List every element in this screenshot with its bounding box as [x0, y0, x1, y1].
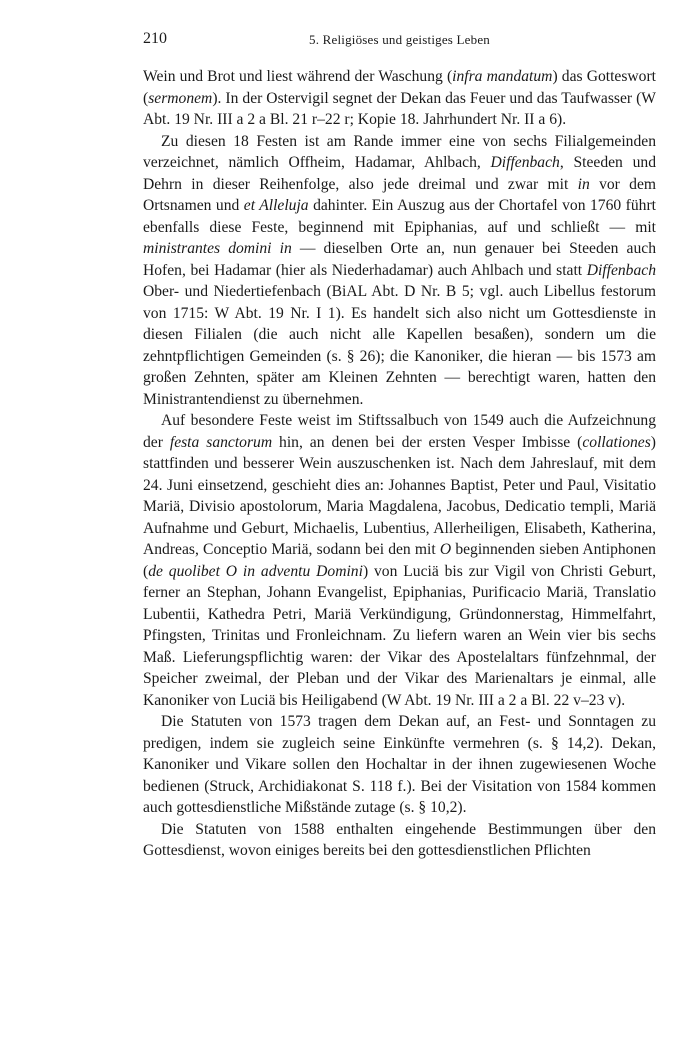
running-head: 5. Religiöses und geistiges Leben [309, 32, 490, 47]
paragraph: Die Statuten von 1588 enthalten eingehende Bestimmungen über den Gottesdienst, wovon einiges bereits bei den gottesdienstlichen Pflichten [143, 820, 656, 859]
paragraph: Auf besondere Feste weist im Stiftssalbuch von 1549 auch die Aufzeichnung der festa sanctorum hin, an denen bei der ersten Vesper Imbisse (collationes) stattfinden und besserer Wein auszuschenken ist. Nach dem Jahreslauf, mit dem 24. Juni einsetzend, geschieht dies an: Johannes Baptist, Peter und Paul, Visitatio Mariä, Divisio apostolorum, Maria Magdalena, Jacobus, Dedicatio templi, Mariä Aufnahme und Geburt, Michaelis, Lubentius, Allerheiligen, Elisabeth, Katherina, Andreas, Conceptio Mariä, sodann bei den mit O beginnenden sieben Antiphonen (de quolibet O in adventu Domini) von Luciä bis zur Vigil von Christi Geburt, ferner an Stephan, Johann Evangelist, Epiphanias, Purificacio Mariä, Translatio Lubentii, Kathedra Petri, Mariä Verkündigung, Gründonnerstag, Himmelfahrt, Pfingsten, Trinitas und Fronleichnam. Zu liefern waren an Wein vier bis sechs Maß. Lieferungspflichtig waren: der Vikar des Apostelaltars fünfzehnmal, der Speicher zweimal, der Pleban und der Vikar des Marienaltars je einmal, alle Kanoniker von Luciä bis Heiligabend (W Abt. 19 Nr. III a 2 a Bl. 22 v–23 v). [143, 412, 656, 709]
page-header [143, 30, 656, 52]
paragraph: Zu diesen 18 Festen ist am Rande immer eine von sechs Filialgemeinden verzeichnet, nämlich Offheim, Hadamar, Ahlbach, Diffenbach, Steeden und Dehrn in dieser Reihenfolge, also jede dreimal und zwar mit in vor dem Ortsnamen und et Alleluja dahinter. Ein Auszug aus der Chortafel von 1760 führt ebenfalls diese Feste, beginnend mit Epiphanias, auf und schließt — mit ministrantes domini in — dieselben Orte an, nun genauer bei Steeden auch Hofen, bei Hadamar (hier als Niederhadamar) auch Ahlbach und statt Diffenbach Ober- und Niedertiefenbach (BiAL Abt. D Nr. B 5; vgl. auch Libellus festorum von 1715: W Abt. 19 Nr. I 1). Es handelt sich also nicht um Gottesdienste in diesen Filialen (die auch nicht alle Kapellen besaßen), sondern um die zehntpflichtigen Gemeinden (s. § 26); die Kanoniker, die hieran — bis 1573 am großen Zehnten, später am Kleinen Zehnten — berechtigt waren, hatten den Ministrantendienst zu übernehmen. [143, 132, 657, 408]
paragraph: Wein und Brot und liest während der Waschung (infra mandatum) das Gotteswort (sermonem). In der Ostervigil segnet der Dekan das Feuer und das Taufwasser (W Abt. 19 Nr. III a 2 a Bl. 21 r–22 r; Kopie 18. Jahrhundert Nr. II a 6). [143, 68, 656, 128]
page-number: 210 [143, 30, 167, 47]
body-text [143, 66, 656, 862]
paragraph: Die Statuten von 1573 tragen dem Dekan auf, an Fest- und Sonntagen zu predigen, indem sie zugleich seine Einkünfte vermehren (s. § 14,2). Dekan, Kanoniker und Vikare sollen den Hochaltar in der ihnen zugewiesenen Woche bedienen (Struck, Archidiakonat S. 118 f.). Bei der Visitation von 1584 kommen auch gottesdienstliche Mißstände zutage (s. § 10,2). [143, 713, 656, 816]
